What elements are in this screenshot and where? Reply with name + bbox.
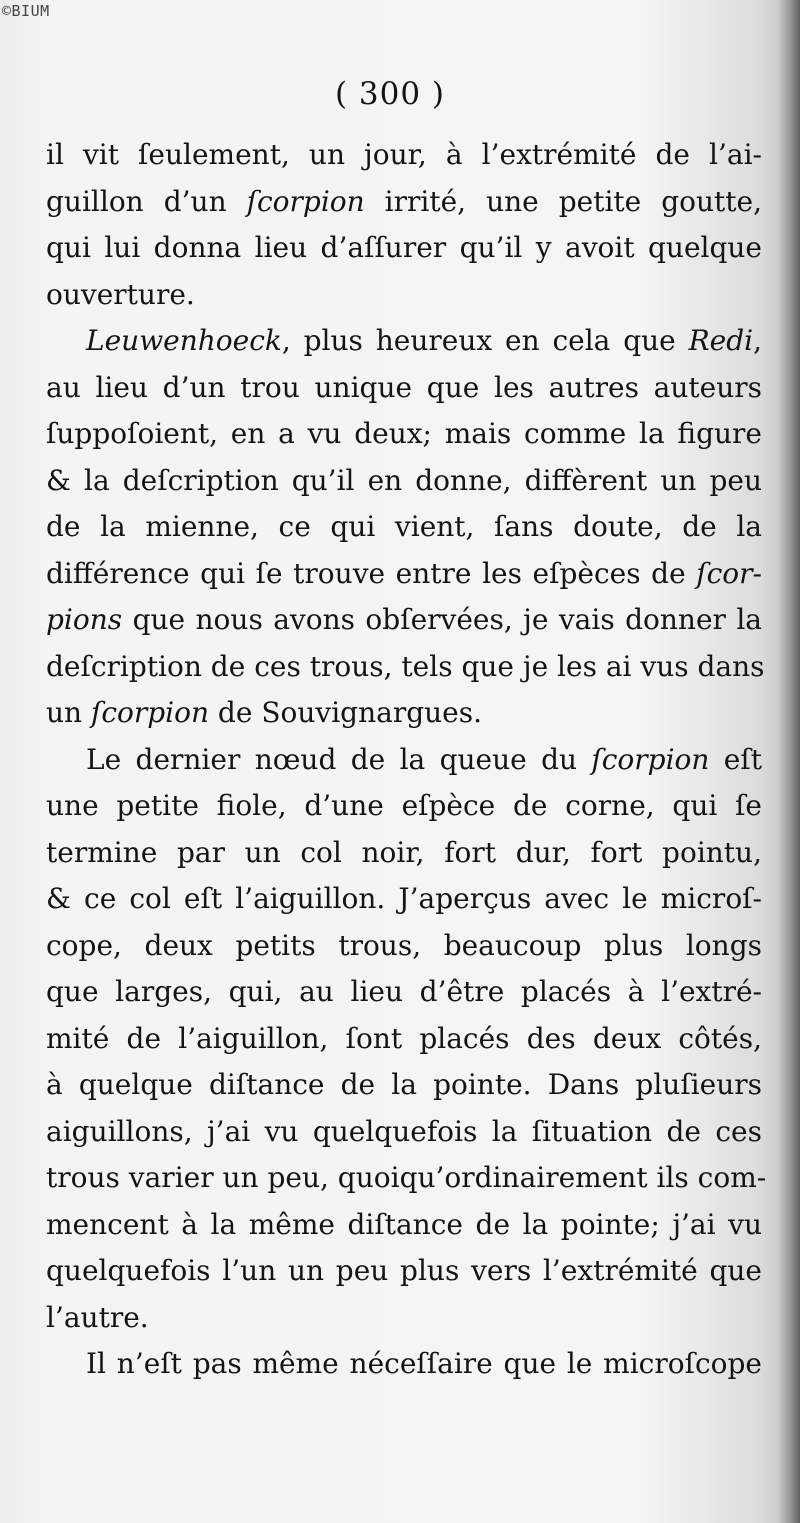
text-segment: & la deſcription qu’il en donne, diffèrent un peu [46,463,762,497]
text-segment: que larges, qui, au lieu d’être placés à l’extré- [46,975,762,1008]
text-segment: trous varier un peu, quoiqu’ordinairement ils com- [46,1161,767,1194]
text-line [46,1295,762,1342]
text-segment: mité de l’aiguillon, ſont placés des deux côtés, [46,1021,762,1055]
text-segment: Il n’eſt pas même néceſſaire que le microſcope [86,1347,762,1380]
text-line [46,551,762,598]
body-text [46,132,767,1388]
text-segment: l’autre. [46,1300,149,1334]
text-line [46,830,762,877]
text-line [46,272,762,319]
text-segment: termine par un col noir, fort dur, fort pointu, [46,835,762,869]
text-segment: il vit ſeulement, un jour, à l’extrémité de l’ai- [46,138,762,171]
text-segment: eſt [709,742,762,776]
text-segment: , plus heureux en cela que [281,324,689,357]
text-line [46,1248,762,1295]
text-segment: ouverture. [46,277,195,311]
text-segment: quelquefois l’un un peu plus vers l’extrémité que [46,1254,762,1287]
text-segment: ſuppoſoient, en a vu deux; mais comme la figure [46,417,762,450]
text-line [46,1109,762,1156]
text-line [46,690,762,737]
page-edge-shadow [778,0,800,1523]
italic-word: ſcorpion [246,184,365,218]
text-line [46,876,762,923]
text-line [46,644,765,691]
text-segment: , [753,324,762,357]
text-line [46,225,762,272]
text-segment: deſcription de ces trous, tels que je les ai vus dans [46,649,765,683]
text-line [46,783,762,830]
text-segment: un [46,696,91,729]
text-segment: différence qui ſe trouve entre les eſpèces de [46,556,697,590]
text-line [46,411,762,458]
text-line [46,458,762,505]
italic-word: Redi [688,324,754,357]
text-segment: qui lui donna lieu d’aſſurer qu’il y avoit quelque [46,231,762,264]
text-segment: cope, deux petits trous, beaucoup plus longs [46,928,762,962]
text-segment: de la mienne, ce qui vient, ſans doute, de la [46,510,762,543]
text-segment: irrité, une petite goutte, [364,184,763,218]
text-line [46,1341,762,1388]
italic-word: Leuwenhoeck [86,324,282,357]
italic-word: ſcorpion [591,742,710,776]
text-line [46,923,762,970]
text-line [46,504,762,551]
page-number: ( 300 ) [334,76,446,112]
text-segment: au lieu d’un trou unique que les autres auteurs [46,370,762,404]
text-segment: & ce col eſt l’aiguillon. J’aperçus avec le microſ- [46,882,762,915]
text-line [46,969,762,1016]
text-segment: aiguillons, j’ai vu quelquefois la ſituation de ces [46,1114,762,1148]
text-line [46,132,762,179]
text-line [46,597,762,644]
text-segment: guillon d’un [46,184,247,218]
text-segment: mencent à la même diſtance de la pointe; j’ai vu [46,1207,762,1241]
text-segment: de Souvignargues. [209,696,483,729]
watermark: ©BIUM [2,2,50,20]
text-line [46,365,762,412]
text-line [46,1155,767,1202]
text-line [46,1202,762,1249]
italic-word: pions [46,603,123,636]
italic-word: ſcor- [696,556,762,590]
text-line [46,737,762,784]
text-line [46,1062,762,1109]
text-line [46,179,762,226]
text-segment: une petite fiole, d’une eſpèce de corne, qui ſe [46,789,762,822]
text-segment: Le dernier nœud de la queue du [86,742,592,776]
text-segment: à quelque diſtance de la pointe. Dans pluſieurs [46,1068,762,1101]
text-line [46,318,762,365]
italic-word: ſcorpion [90,696,210,729]
text-segment: que nous avons obſervées, je vais donner la [122,603,762,636]
text-line [46,1016,762,1063]
